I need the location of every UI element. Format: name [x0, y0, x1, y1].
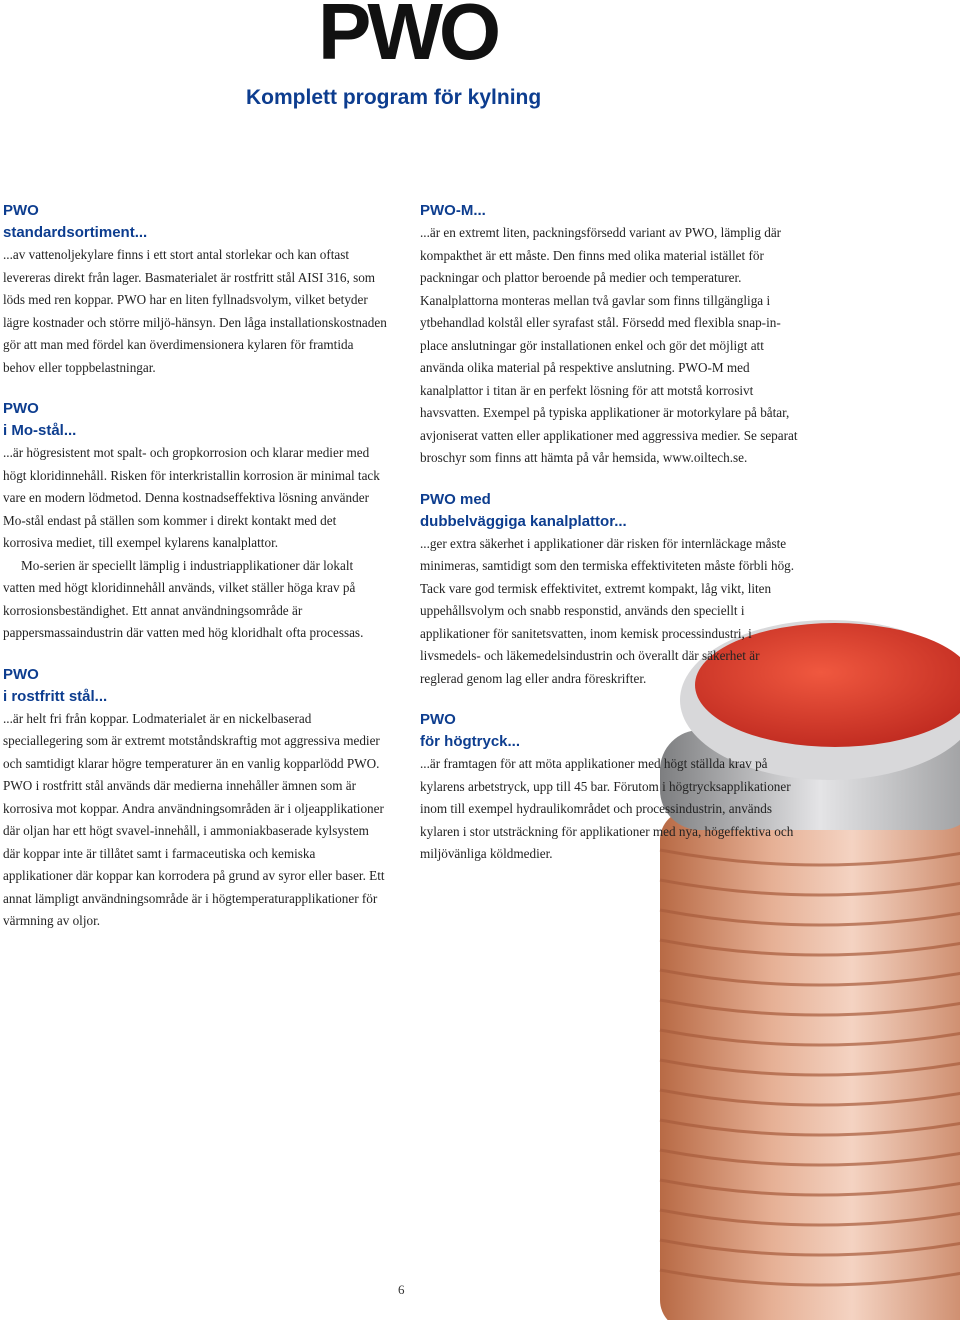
- section-heading-line1: PWO: [3, 665, 39, 683]
- page-title: PWO: [318, 0, 498, 76]
- section-pwo-m: [420, 200, 805, 470]
- section-heading-line2: i rostfritt stål...: [3, 687, 108, 705]
- section-standardsortiment: [3, 200, 388, 379]
- paragraph: ...är högresistent mot spalt- och gropkorrosion och klarar medier med högt kloridinnehåll. Risken för interkristallin korrosion är minimal tack vare en modern lödmetod. Denna kostnadseffektiva lösning använder Mo-stål endast på ställen som kommer i direkt kontakt med det korrosiva mediet, till exempel kylarens kanalplattor.: [3, 445, 380, 550]
- section-heading-line1: PWO: [3, 202, 39, 219]
- section-heading-line2: i Mo-stål...: [3, 422, 77, 439]
- paragraph: ...av vattenoljekylare finns i ett stort antal storlekar och kan oftast levereras direkt från lager. Basmaterialet är rostfritt stål AISI 316, som löds med ren koppar. PWO har en liten fyllnadsvolym, vilket betyder lägre kostnader och större miljö-hänsyn. Den låga installationskostnaden gör att man med fördel kan överdimensionera kylaren för framtida behov eller toppbelastningar.: [3, 247, 387, 375]
- section-heading-line2: dubbelväggiga kanalplattor...: [420, 512, 627, 530]
- section-heading-line1: PWO med: [420, 490, 491, 508]
- paragraph: ...ger extra säkerhet i applikationer där risken för internläckage måste minimeras, samtidigt som den termiska effektiviteten måste förbli hög. Tack vare god termisk effektivitet, extremt kompakt, låg vikt, liten uppehållsvolym och snabb responstid, används den speciellt i applikationer för sanitetsvatten, inom kemisk processindustri, i livsmedels- och läkemedelsindustrin och överallt där säkerhet är reglerad genom lag eller andra föreskrifter.: [420, 535, 795, 686]
- section-heading-line1: PWO: [3, 400, 39, 417]
- right-column: [420, 200, 805, 885]
- paragraph: ...är framtagen för att möta applikationer med högt ställda krav på kylarens arbetstryck, upp till 45 bar. Förutom i högtrycksapplikationer inom till exempel hydraulikområdet och processindustrin, används kylaren i stor utsträckning för applikationer med nya, högeffektiva och miljövänliga köldmedier.: [420, 756, 794, 861]
- left-column: [3, 200, 388, 952]
- section-heading-line2: standardsortiment...: [3, 224, 148, 241]
- section-hogtryck: [420, 709, 805, 866]
- page-subtitle: Komplett program för kylning: [246, 86, 542, 109]
- section-mo-stal: [3, 398, 388, 645]
- section-heading-line2: för högtryck...: [420, 733, 521, 750]
- paragraph: Mo-serien är speciellt lämplig i industriapplikationer där lokalt vatten med högt kloridinnehåll används, vilket ställer höga krav på korrosionsbeständighet. Ett annat användningsområde är pappersmassaindustrin där vatten med hög kloridhalt ofta processas.: [3, 557, 364, 640]
- paragraph: ...är en extremt liten, packningsförsedd variant av PWO, lämplig där kompakthet är ett måste. Den finns med olika material istället för packningar och plattor beroende på medier och temperaturer. Kanalplattorna monteras mellan två gavlar som finns tillgängliga i ytbehandlad kolstål eller syrafast stål. Försedd med flexibla snap-in-place anslutningar gör installationen enkel och gör det möjligt att använda olika material på respektive anslutning. PWO-M med kanalplattor i titan är en perfekt lösning för att motstå korrosivt havsvatten. Exempel på typiska applikationer är motorkylare på båtar, avjoniserat vatten eller applikationer med aggressiva medier. Se separat broschyr som finns att hämta på vår hemsida, www.oiltech.se.: [420, 225, 798, 465]
- section-heading-line1: PWO: [420, 711, 456, 728]
- page-number: 6: [398, 1282, 405, 1297]
- section-heading-line1: PWO-M...: [420, 202, 486, 219]
- section-rostfritt-stal: [3, 664, 388, 933]
- section-dubbelvaggiga: [420, 489, 805, 691]
- paragraph: ...är helt fri från koppar. Lodmaterialet är en nickelbaserad speciallegering som är extremt motståndskraftig mot aggressiva medier och samtidigt klarar högre temperaturer än en vanlig kopparlödd PWO. PWO i rostfritt stål används där medierna innehåller ämnen som är korrosiva mot koppar. Andra användningsområden är i oljeapplikationer där oljan har ett högt svavel-innehåll, i ammoniakbaserade kylsystem där koppar inte är tillåtet samt i farmaceutiska och kemiska applikationer där koppar kan korrodera på grund av syror eller baser. Ett annat lämpligt användningsområde är i högtemperaturapplikationer för värmning av oljor.: [3, 710, 385, 928]
